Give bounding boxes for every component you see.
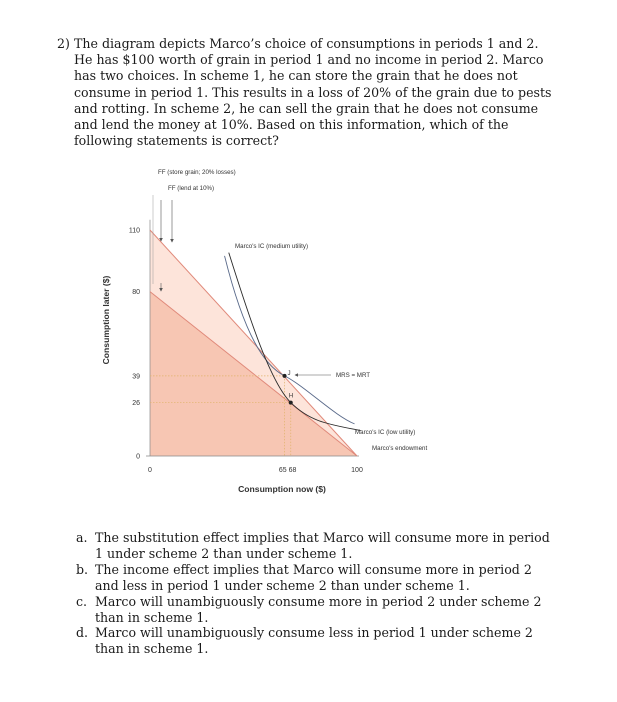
question-number: 2)	[57, 36, 70, 51]
y-tick-label: 80	[132, 289, 140, 297]
ic-low-label: Marco's IC (low utility)	[355, 429, 416, 436]
x-tick-label: 0	[148, 467, 152, 474]
option-text: Marco will unambiguously consume less in period 1 under scheme 2 than in scheme 1.	[95, 625, 533, 657]
x-tick-label: 100	[351, 467, 363, 474]
mrs-mrt-label: MRS = MRT	[336, 372, 371, 379]
y-tick-labels	[129, 228, 140, 461]
point-h	[289, 401, 293, 405]
y-axis-title: Consumption later ($)	[101, 275, 111, 365]
y-tick-label: 0	[136, 453, 140, 461]
answer-options	[76, 530, 556, 657]
option-text: Marco will unambiguously consume more in period 2 under scheme 2 than in scheme 1.	[95, 593, 542, 625]
ff-store-label: FF (store grain; 20% losses)	[158, 169, 236, 176]
y-tick-label: 26	[132, 400, 140, 408]
option-letter: c.	[76, 593, 88, 609]
option-text: The substitution effect implies that Marco will consume more in period 1 under scheme 2 than under scheme 1.	[95, 530, 550, 561]
option-d[interactable]	[76, 625, 556, 657]
x-tick-label: 65 68	[278, 467, 297, 474]
ic-medium-label: Marco's IC (medium utility)	[235, 243, 309, 250]
y-tick-label: 110	[128, 227, 140, 235]
question-text: The diagram depicts Marco’s choice of consumptions in periods 1 and 2. He has $100 worth of grain in period 1 and no income in period 2. Marco has two choices. In scheme 1, he can store the grain that he does not consume in period 1. This results in a loss of 20% of the grain due to pests and rotting. In scheme 2, he can sell the grain that he does not consume and lend the money at 10%. Based on this information, which of the following statements is correct?	[74, 36, 552, 149]
point-j	[283, 374, 287, 378]
point-h-label: H	[288, 392, 294, 400]
point-j-label: J	[287, 369, 291, 377]
endowment-label: Marco's endowment	[372, 445, 428, 452]
ff-lend-label: FF (lend at 10%)	[168, 185, 215, 192]
x-tick-labels	[148, 467, 363, 474]
option-letter: a.	[76, 530, 88, 545]
option-c[interactable]	[76, 594, 556, 626]
figure	[95, 160, 455, 500]
option-b[interactable]	[76, 562, 556, 594]
option-a[interactable]	[76, 530, 556, 562]
option-text: The income effect implies that Marco will consume more in period 2 and less in period 1 under scheme 2 than under scheme 1.	[95, 561, 532, 593]
option-letter: d.	[76, 625, 89, 641]
option-letter: b.	[76, 561, 89, 577]
x-axis-title: Consumption now ($)	[238, 484, 326, 494]
intertemporal-chart	[95, 160, 455, 500]
y-tick-label: 39	[132, 373, 140, 381]
